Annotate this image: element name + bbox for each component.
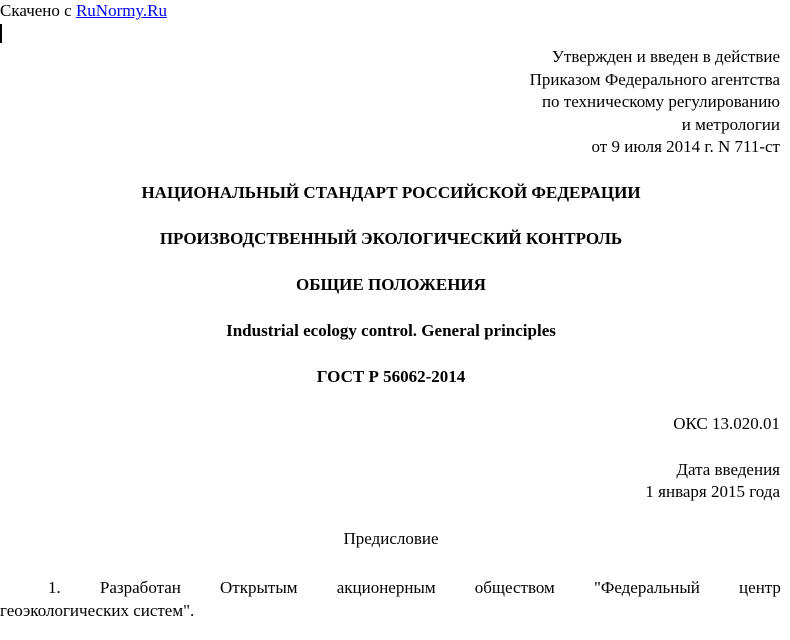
text-cursor — [0, 24, 2, 43]
approval-line: и метрологии — [681, 114, 780, 134]
preface-item-1 — [0, 576, 781, 622]
download-prefix: Скачено с — [0, 1, 72, 20]
approval-line: от 9 июля 2014 г. N 711-ст — [591, 137, 780, 156]
introduction-date-block — [645, 459, 780, 503]
source-link[interactable]: RuNormy.Ru — [75, 1, 167, 20]
word: акционерным — [336, 578, 436, 597]
word: "Федеральный — [593, 578, 700, 597]
introduction-date-label: Дата введения — [676, 460, 780, 479]
national-standard-title: НАЦИОНАЛЬНЫЙ СТАНДАРТ РОССИЙСКОЙ ФЕДЕРАЦИИ — [141, 183, 641, 202]
english-title: Industrial ecology control. General principles — [226, 321, 556, 340]
control-title: ПРОИЗВОДСТВЕННЫЙ ЭКОЛОГИЧЕСКИЙ КОНТРОЛЬ — [159, 229, 623, 248]
oks-code: ОКС 13.020.01 — [673, 414, 780, 433]
introduction-date-value: 1 января 2015 года — [645, 482, 780, 501]
approval-line: Приказом Федерального агентства — [529, 69, 780, 89]
approval-line: Утвержден и введен в действие — [551, 47, 780, 66]
word: 1. — [48, 578, 61, 597]
approval-block — [530, 46, 780, 159]
gost-number: ГОСТ Р 56062-2014 — [316, 367, 466, 386]
download-source-line — [0, 0, 167, 22]
preface-heading: Предисловие — [343, 529, 439, 548]
preface-item-1-line — [0, 576, 781, 599]
word: центр — [739, 578, 781, 597]
word: Открытым — [220, 578, 298, 597]
word: Разработан — [99, 578, 181, 597]
preface-item-1-continuation: геоэкологических систем". — [0, 601, 195, 620]
general-title: ОБЩИЕ ПОЛОЖЕНИЯ — [296, 275, 486, 294]
approval-line: по техническому регулированию — [541, 92, 780, 111]
word: обществом — [474, 578, 555, 597]
